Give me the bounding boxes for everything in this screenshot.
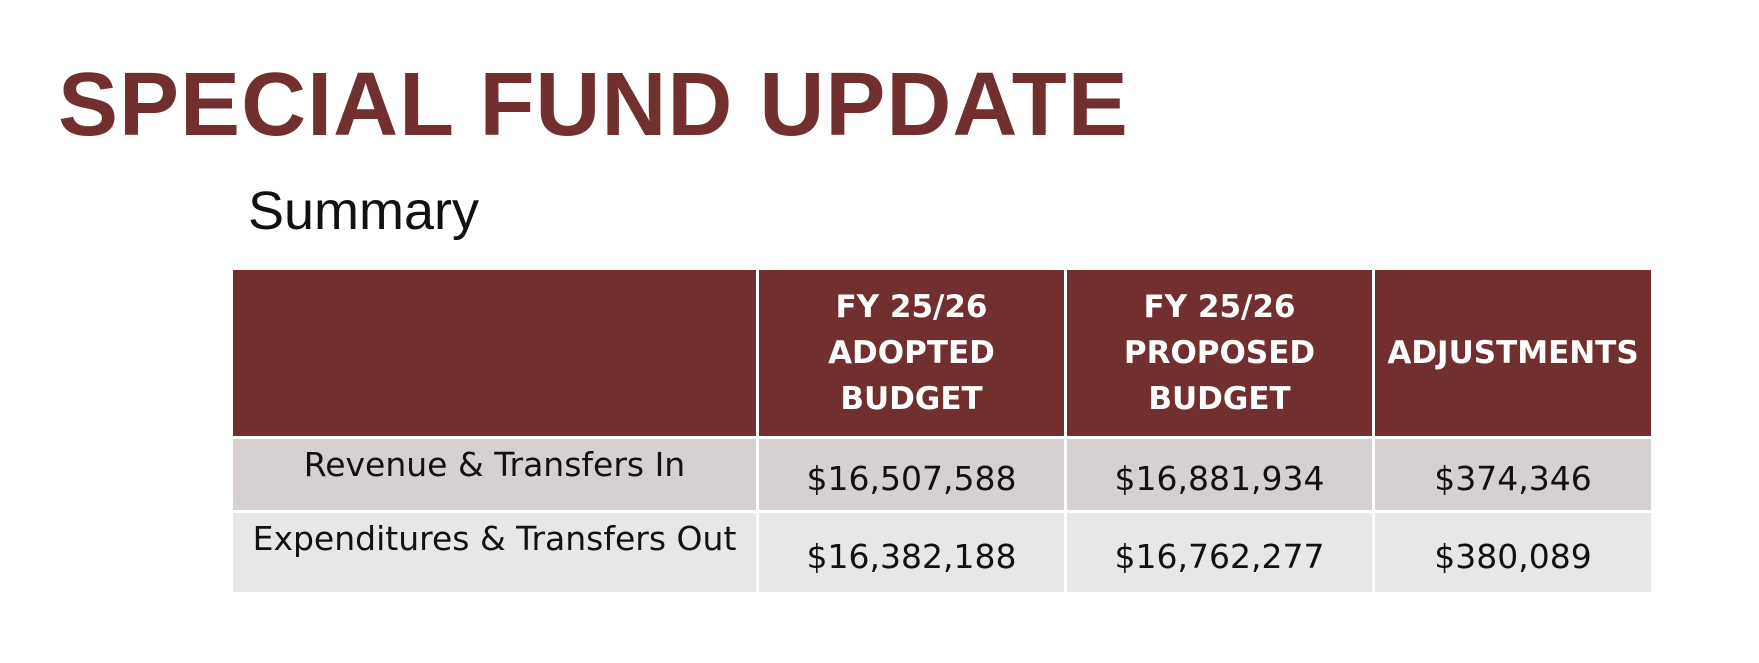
header-adopted-budget <box>759 270 1064 436</box>
summary-table <box>230 267 1654 595</box>
header-proposed-budget <box>1067 270 1372 436</box>
table-row <box>233 439 1651 510</box>
header-proposed-line-2: PROPOSED <box>1123 335 1316 371</box>
header-row <box>233 270 1651 436</box>
header-proposed-line-1: FY 25/26 <box>1143 289 1296 325</box>
header-adopted-line-2: ADOPTED <box>828 335 995 371</box>
row-label: Revenue & Transfers In <box>233 439 756 510</box>
header-proposed-line-3: BUDGET <box>1148 381 1291 417</box>
header-adopted-line-3: BUDGET <box>840 381 983 417</box>
header-adopted-line-1: FY 25/26 <box>835 289 988 325</box>
table-body <box>233 439 1651 592</box>
proposed-budget-value: $16,762,277 <box>1067 513 1372 592</box>
adopted-budget-value: $16,382,188 <box>759 513 1064 592</box>
page-title: SPECIAL FUND UPDATE <box>58 55 1129 155</box>
header-label-cell <box>233 270 756 436</box>
table-header <box>233 270 1651 436</box>
row-label: Expenditures & Transfers Out <box>233 513 756 592</box>
header-adjustments: ADJUSTMENTS <box>1375 270 1651 436</box>
adjustments-value: $380,089 <box>1375 513 1651 592</box>
table-row <box>233 513 1651 592</box>
adopted-budget-value: $16,507,588 <box>759 439 1064 510</box>
section-subtitle: Summary <box>248 181 480 241</box>
adjustments-value: $374,346 <box>1375 439 1651 510</box>
proposed-budget-value: $16,881,934 <box>1067 439 1372 510</box>
